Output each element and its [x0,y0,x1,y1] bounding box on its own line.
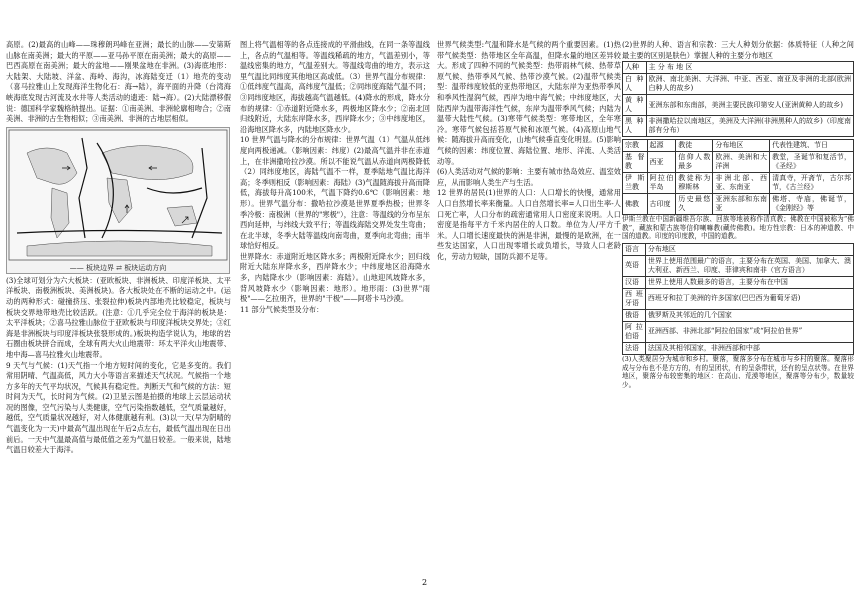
paragraph-settlements: (3)人类聚居分为城市和乡村。聚落，聚落多分布在城市与乡村的聚落。聚落形成与分布也不是方方的，有的呈团状，有的呈条带状，还有的呈点状等。在世界地区，聚落分布较密集的地区：在高山、荒漠等地区，聚落等分布少，数量较少。 [622,354,854,389]
table-cell: 欧洲、美洲和大洋洲 [713,152,770,173]
religion-table [622,139,854,215]
table-cell: 亚洲西部、非洲北部“阿拉伯国家”或“阿拉伯世界” [645,321,853,342]
table-header-cell: 人种 [623,62,647,74]
paragraph-landforms: 高原。(2)最高的山峰——珠穆朗玛峰在亚洲；最长的山脉——安第斯山脉在南美洲；最大的平原——亚马孙平原在南美洲；最大的高原——巴西高原在南美洲；最大的盆地——刚果盆地在非洲。(3)海底地形：大陆架、大陆坡、洋盆、海岭、海沟，冰海陆变迁（1）地壳的变动（喜马拉雅山上发现海洋生物化石：海→陆），海平面的升降（台湾海峡海底发现古河流及水井等人类活动的遗迹：陆→海）。(2)大陆漂移假说：德国科学家魏格纳提出。证据：①南美洲、非洲轮廓相吻合；②南美洲、非洲的古生物相似；③南美洲、非洲的古地层相似。 [6,40,231,124]
column-3 [437,40,621,585]
table-cell: 西班牙和拉丁美洲的许多国家(巴巴西为葡萄牙语) [645,288,853,309]
race-table [622,61,854,137]
plate-tectonics-map [6,127,230,274]
table-cell: 黑种人 [623,116,647,137]
world-plates-svg [7,128,229,263]
table-cell: 黄种人 [623,95,647,116]
paragraph-human-impact: (6)人类活动对气候的影响：主要有城市热岛效应、温室效应，从而影响人类生产与生活。 [437,167,621,187]
table-cell: 欧洲、南北美洲、大洋洲、中亚、西亚、南亚及非洲的北部(欧洲白种人的故乡) [646,74,854,95]
table-row [623,255,854,276]
table-row [623,288,854,309]
table-header-cell: 分布地区 [713,140,770,152]
table-header-cell: 教徒 [676,140,713,152]
table-cell: 俄罗斯及其邻近的几个国家 [645,309,853,321]
table-cell: 英语 [623,255,646,276]
table-cell: 历史最悠久 [676,194,713,215]
table-cell: 非洲撒哈拉以南地区，美洲及大洋洲(非洲黑种人的故乡)（印度南部有分布） [646,116,854,137]
table-cell: 法国及其相邻国家，非洲西部和中部 [645,342,853,354]
table-header-cell: 宗教 [623,140,648,152]
table-cell: 佛教 [623,194,648,215]
paragraph-world-precipitation: 世界降水：赤道附近地区降水多；两极附近降水少；回归线附近大陆东岸降水多，西岸降水少；中纬度地区沿海降水多，内陆降水少（影响因素：海陆）。山地迎风坡降水多，背风坡降水少（影响因素：地形）。地形雨：(3)世界"雨极"——乞拉朋齐，世界的"干极"——阿塔卡马沙漠。 [240,251,430,304]
table-row [623,95,854,116]
table-cell: 亚洲东部和东南亚 [713,194,770,215]
table-cell: 世界上使用人数最多的语言，主要分布在中国 [645,276,853,288]
table-cell: 世界上使用范围最广的语言，主要分布在英国、美国、加拿大、澳大利亚、新西兰、印度、菲律宾和南非（官方语言） [645,255,853,276]
paragraph-climate-types-heading: 11 部分气候类型及分布： [240,304,324,314]
table-row [623,342,854,354]
table-header-cell: 起源 [647,140,676,152]
table-header-cell: 主 分 布 地 区 [646,62,854,74]
paragraph-isotherms: 图上将气温相等的各点连接成的平滑曲线，在同一条等温线上，各点的气温相等。等温线稀疏的地方，气温差别小，等温线密集的地方，气温差别大。等温线弯曲的地方，表示这里气温比同纬度其他地区高或低。（3）世界气温分布规律：①低纬度气温高，高纬度气温低；②同纬度海陆气温不同；③同纬度地区，海拔越高气温越低。(4)降水的形成，降水分布的规律：①赤道附近降水多，两极地区降水少；②南北回归线附近，大陆东岸降水多，西岸降水少；③中纬度地区，沿海地区降水多，内陆地区降水少。 [240,40,430,134]
table-row [623,194,854,215]
table-cell: 清真寺，开斋节，古尔邦节，《古兰经》 [770,173,854,194]
table-cell: 基督教 [623,152,648,173]
table-cell: 非洲北部、西亚、东南亚 [713,173,770,194]
paragraph-world-climate: 世界气候类型:气温和降水是气候的两个重要因素。(1)热带气候类型：热带地区全年高温，但降水量的地区差异较大。形成了四种不同的气候类型：热带雨林气候、热带草原气候、热带季风气候、热带沙漠气候。(2)温带气候类型：温带纬度较低的亚热带地区，大陆东岸为亚热带季风和季风性湿润气候，西岸为地中海气候；中纬度地区，大陆西岸为温带海洋性气候，东岸为温带季风气候；内陆为温带大陆性气候。(3)寒带气候类型：寒带地区，全年寒冷。寒带气候包括苔原气候和冰原气候。(4)高原山地气候：随海拔升高而变化，山地气候垂直变化明显。(5)影响气候的因素：纬度位置、海陆位置、地形、洋流、人类活动等。 [437,40,621,166]
table-cell: 阿拉伯半岛 [647,173,676,194]
table-cell: 伊斯兰教 [623,173,648,194]
table-cell: 西班牙语 [623,288,646,309]
table-row [623,74,854,95]
column-4 [622,40,854,585]
table-row [623,152,854,173]
table-row [623,309,854,321]
paragraph-race-intro: (2)世界的人种、语言和宗教：三大人种划分依据：体质特征（人种之间最主要的区别是肤色）掌握人种的主要分布地区 [622,40,854,60]
paragraph-religion-notes: 伊斯兰教在中国新疆维吾尔族、回族等地被称作清真教；佛教在中国被称为“佛教”，藏族和蒙古族等信仰喇嘛教(藏传佛教)。地方性宗教：日本的神道教、中国的道教。印度的印度教，中国的道教。 [622,215,854,241]
paragraph-population: 12 世界的居民(1)世界的人口：人口增长的快慢，通常用人口自然增长率来衡量。人口自然增长率=人口出生率-人口死亡率，人口分布的疏密通常用人口密度来说明。人口密度是指每平方千米内居住的人口数。单位为人/平方千米。人口增长速度最快的洲是非洲，最慢的是欧洲，在一些发达国家，人口出现零增长或负增长，导致人口老龄化，劳动力短缺，国防兵源不足等。 [437,188,621,261]
table-header-row [623,62,854,74]
table-header-cell: 代表性建筑、节日 [770,140,854,152]
paragraph-weather: 9 天气与气候：(1)天气指一个地方短时间的变化，它是多变的。我们常用阴晴、气温高低，风力大小等语言来描述天气状况。气候指一个地方多年的天气平均状况，气候具有稳定性。判断天气和气候的方法：短时间为天气，长时间为气候。(2)卫星云图是拍摄的地球上云层运动状况的图像，空气污染与人类健康，空气污染指数越低，空气质量越好，越低，空气质量状况越好，对人体健康越有利。(3)以一天(早为阴晴的气温变化为一天)中最高气温出现在午后2点左右，最低气温出现在日出前后。一天中气温最高值与最低值之差为气温日较差。一般来说，陆地气温日较差大于海洋。 [6,360,231,455]
language-table [622,243,854,355]
table-header-cell: 分布地区 [645,243,853,255]
page-number: 2 [422,578,428,587]
table-row [623,276,854,288]
table-cell: 信仰人数最多 [676,152,713,173]
table-cell: 汉语 [623,276,646,288]
table-cell: 西亚 [647,152,676,173]
table-cell: 白种人 [623,74,647,95]
table-header-row [623,243,854,255]
table-header-cell: 语言 [623,243,646,255]
paragraph-plates: (3)全球可划分为六大板块：(亚欧板块、非洲板块、印度洋板块、太平洋板块、南极洲板块、美洲板块)。各大板块处在不断的运动之中。(运动的两种形式：碰撞挤压、张裂拉伸)板块内部地壳比较稳定，板块与板块交界地带地壳比较活跃。(注意：①几乎完全位于海洋的板块是：太平洋板块；②喜马拉雅山脉位于亚欧板块与印度洋板块交界处；③红海是非洲板块与印度洋板块张裂形成的。)板块构造学说认为，地球的岩石圈由板块拼合而成，全球有两大火山地震带：环太平洋火山地震带、地中海—喜马拉雅火山地震带。 [6,275,231,359]
table-header-row [623,140,854,152]
table-row [623,321,854,342]
table-cell: 教堂，圣诞节和复活节，《圣经》 [770,152,854,173]
map-legend: —— 板块边界 ⇄ 板块运动方向 [69,264,167,273]
table-cell: 亚洲东部和东南部，美洲主要民族印第安人(亚洲黄种人的故乡) [646,95,854,116]
table-row [623,116,854,137]
column-2 [240,40,430,580]
table-cell: 阿拉伯语 [623,321,646,342]
column-1 [6,40,231,580]
table-row [623,173,854,194]
table-cell: 教徒称为穆斯林 [676,173,713,194]
table-cell: 佛塔、寺庙，佛诞节，《金刚经》等 [770,194,854,215]
table-cell: 俄语 [623,309,646,321]
paragraph-world-temperature: 10 世界气温与降水的分布规律：世界气温（1）气温从低纬度向两极递减。（影响因素：纬度）(2)最高气温并非在赤道上，在非洲撒哈拉沙漠。所以不能说气温从赤道向两极降低（2）同纬度地区，海陆气温不一样，夏季陆地气温比海洋高；冬季则相反（影响因素：海陆）(3)气温随海拔升高而降低，海拔每升高100米，气温下降约0.6℃（影响因素：地形）。世界气温分布：撒哈拉沙漠是世界夏季热极；世界冬季冷极：南极洲（世界的"寒极"），注意：等温线的分布呈东西向延伸，与纬线大致平行；等温线海陆交界处发生弯曲；在北半球，冬季大陆等温线向南弯曲，夏季向北弯曲；南半球恰好相反。 [240,135,430,251]
table-cell: 古印度 [647,194,676,215]
table-cell: 法语 [623,342,646,354]
